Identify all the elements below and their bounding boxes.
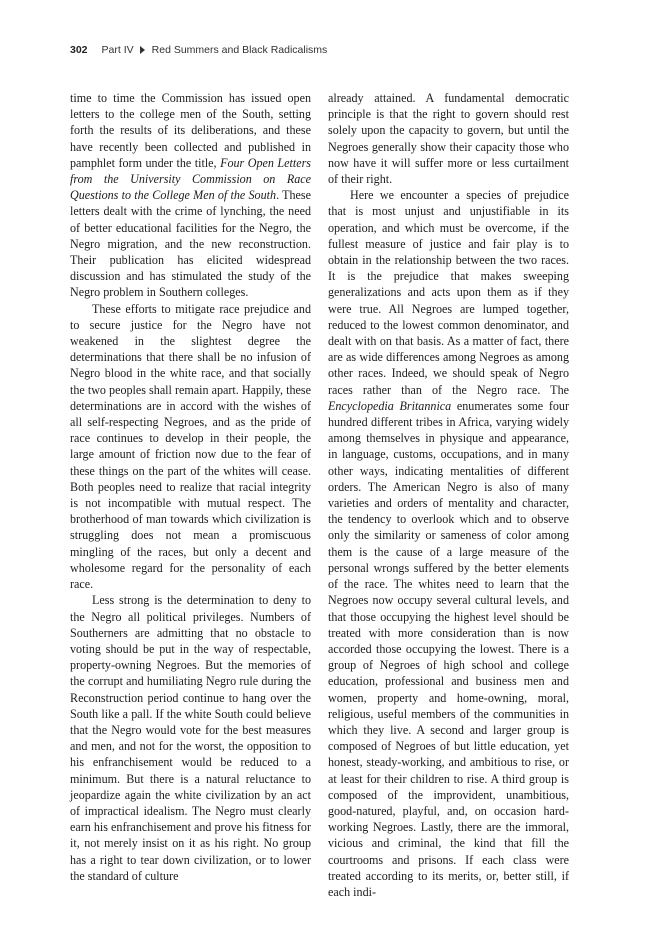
paragraph: These efforts to mitigate race prejudice and to secure justice for the Negro have not weakened in the slightest degree the determinations that there shall be no infusion of Negro blood in the white race, and that socially the two peoples shall remain apart. Happily, these determinations are in accord with the wishes of all self-respecting Negroes, and as the pride of race continues to develop in their people, the large amount of friction now due to the fear of these things on the part of the whites will cease. Both peoples need to realize that racial integrity is not incompatible with mutual respect. The brotherhood of man towards which civilization is struggling does not mean a promiscuous mingling of the races, but only a decent and wholesome regard for the personality of each race. bbox=[70, 301, 311, 592]
paragraph-text: Here we encounter a species of prejudice that is most unjust and unjustifiable in its operation, and which must be overcome, if the fullest measure of justice and fair play is to obtain in the relationship between the two races. It is the prejudice that makes sweeping generalizations and acts upon them as if they were true. All Negroes are lumped together, reduced to the lowest common denominator, and dealt with on that basis. As a matter of fact, there are as wide differences among Negroes as among other races. Indeed, we should speak of Negro races rather than of the Negro race. The bbox=[328, 188, 569, 397]
paragraph-text: . These letters dealt with the crime of lynching, the need of better educational facilities for the Negro, the Negro migration, and the new reconstruction. Their publication has elicited widespread discussion and has stimulated the study of the Negro problem in Southern colleges. bbox=[70, 188, 311, 300]
paragraph: already attained. A fundamental democratic principle is that the right to govern should rest solely upon the capacity to govern, but until the Negroes generally show their capacity those who now have it will suffer more or less curtailment of their right. bbox=[328, 91, 569, 187]
paragraph bbox=[328, 187, 569, 900]
triangle-right-icon bbox=[140, 46, 145, 54]
left-column bbox=[70, 90, 311, 884]
paragraph-text: enumerates some four hundred different tribes in Africa, varying widely among themselves in physique and appearance, in language, customs, occupations, and in many other ways, indicating mentalities of different orders. The American Negro is also of many varieties and orders of mentality and character, the tendency to overlook which and to observe only the similarity or sameness of color among them is the cause of a large measure of the personal wrongs suffered by the better elements of the race. The whites need to learn that the Negroes now occupy several cultural levels, and that those occupying the highest level should be treated with more consideration than is now accorded those occupying the lowest. There is a group of Negroes of high school and college education, professional and business men and women, property and home-owning, moral, religious, useful members of the communities in which they live. A second and larger group is composed of Negroes of but little education, yet honest, steady-working, and ambitious to rise, or at least for their children to rise. A third group is composed of the improvident, unambitious, good-natured, playful, and, on occasion hard-working Negroes. Lastly, there are the immoral, vicious and criminal, the kind that fill the courtrooms and prisons. If each class were treated according to its merits, or, better still, if each indi- bbox=[328, 398, 569, 899]
paragraph bbox=[70, 90, 311, 301]
italic-title: Encyclopedia Britannica bbox=[328, 398, 452, 413]
paragraph-text: time to time the Commission has issued open letters to the college men of the South, setting forth the results of its deliberations, and these have recently been collected and published in pamphlet form under the title, bbox=[70, 91, 311, 170]
right-column bbox=[328, 90, 569, 900]
running-head bbox=[70, 42, 327, 58]
part-label: Part IV bbox=[101, 44, 134, 56]
section-title: Red Summers and Black Radicalisms bbox=[151, 44, 328, 56]
paragraph: Less strong is the determination to deny to the Negro all political privileges. Numbers of Southerners are admitting that no obstacle to voting should be put in the way of respectable, property-owning Negroes. But the memories of the corrupt and humiliating Negro rule during the Reconstruction period continue to hang over the South like a pall. If the white South could believe that the Negro would vote for the best measures and men, and not for the worst, the opposition to his enfranchisement would be reduced to a minimum. But there is a natural reluctance to jeopardize again the white civilization by an act of impractical idealism. The Negro must clearly earn his enfranchisement and prove his fitness for it, not merely insist on it as his right. No group has a right to tear down civilization, or to lower the standard of culture bbox=[70, 593, 311, 883]
page-number: 302 bbox=[70, 44, 88, 56]
italic-title: Four Open Letters from the University Commission on Race Questions to the College Men of the South bbox=[70, 155, 311, 203]
